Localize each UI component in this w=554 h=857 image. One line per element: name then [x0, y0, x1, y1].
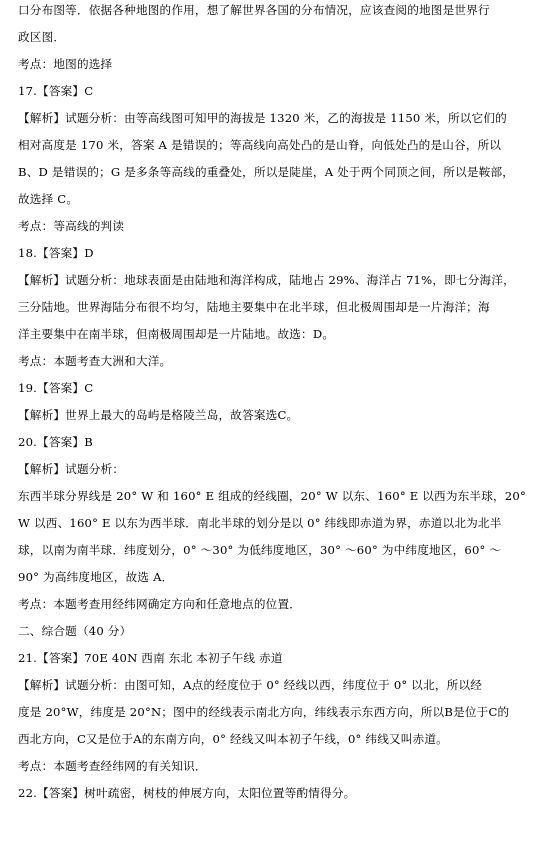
text-line: 西北方向，C又是位于A的东南方向，0° 经线又叫本初子午线，0° 纬线又叫赤道。: [18, 732, 448, 746]
text-line: 政区图．: [18, 30, 66, 44]
text-line: 22.【答案】树叶疏密，树枝的伸展方向，太阳位置等酌情得分。: [18, 786, 356, 800]
text-line: 20.【答案】B: [18, 435, 93, 449]
text-line: 相对高度是 170 米，答案 A 是错误的；等高线向高处凸的是山脊，向低处凸的是山谷，所以: [18, 138, 502, 152]
text-line: 二、综合题（40 分）: [18, 624, 132, 638]
text-line: 考点：本题考查大洲和大洋。: [18, 354, 172, 368]
text-line: 18.【答案】D: [18, 246, 94, 260]
text-line: 考点：地图的选择: [18, 57, 113, 71]
text-line: 【解析】世界上最大的岛屿是格陵兰岛，故答案选C。: [18, 408, 299, 422]
text-line: 故选择 C。: [18, 192, 79, 206]
text-line: 球，以南为南半球．纬度划分，0° ～30° 为低纬度地区，30° ～60° 为中纬度地区，60° ～: [18, 543, 502, 557]
text-line: 考点：等高线的判读: [18, 219, 125, 233]
text-line: 度是 20°W，纬度是 20°N；图中的经线表示南北方向，纬线表示东西方向，所以B是位于C的: [18, 705, 510, 719]
text-line: 三分陆地。世界海陆分布很不均匀，陆地主要集中在北半球，但北极周围却是一片海洋；海: [18, 300, 490, 314]
text-line: 【解析】试题分析：: [18, 462, 125, 476]
text-line: 【解析】试题分析：地球表面是由陆地和海洋构成，陆地占 29%、海洋占 71%，即七分海洋，: [18, 273, 515, 287]
text-line: 17.【答案】C: [18, 84, 94, 98]
text-line: 【解析】试题分析：由图可知，A点的经度位于 0° 经线以西，纬度位于 0° 以北，所以经: [18, 678, 483, 692]
text-line: W 以西、160° E 以东为西半球．南北半球的划分是以 0° 纬线即赤道为界，赤道以北为北半: [18, 516, 502, 530]
text-line: 东西半球分界线是 20° W 和 160° E 组成的经线圈，20° W 以东、160° E 以西为东半球，20°: [18, 489, 526, 503]
text-line: 洋主要集中在南半球，但南极周围却是一片陆地。故选：D。: [18, 327, 335, 341]
text-line: 考点：本题考查用经纬网确定方向和任意地点的位置．: [18, 597, 302, 611]
text-line: 21.【答案】70E 40N 西南 东北 本初子午线 赤道: [18, 651, 283, 665]
text-line: 考点：本题考查经纬网的有关知识．: [18, 759, 207, 773]
text-line: 90° 为高纬度地区，故选 A．: [18, 570, 174, 584]
text-line: 19.【答案】C: [18, 381, 94, 395]
text-line: 口分布图等．依据各种地图的作用，想了解世界各国的分布情况，应该查阅的地图是世界行: [18, 3, 490, 17]
text-line: B、D 是错误的；G 是多条等高线的重叠处，所以是陡崖，A 处于两个同顶之间，所以是鞍部，: [18, 165, 515, 179]
text-line: 【解析】试题分析：由等高线图可知甲的海拔是 1320 米，乙的海拔是 1150 米，所以它们的: [18, 111, 507, 125]
